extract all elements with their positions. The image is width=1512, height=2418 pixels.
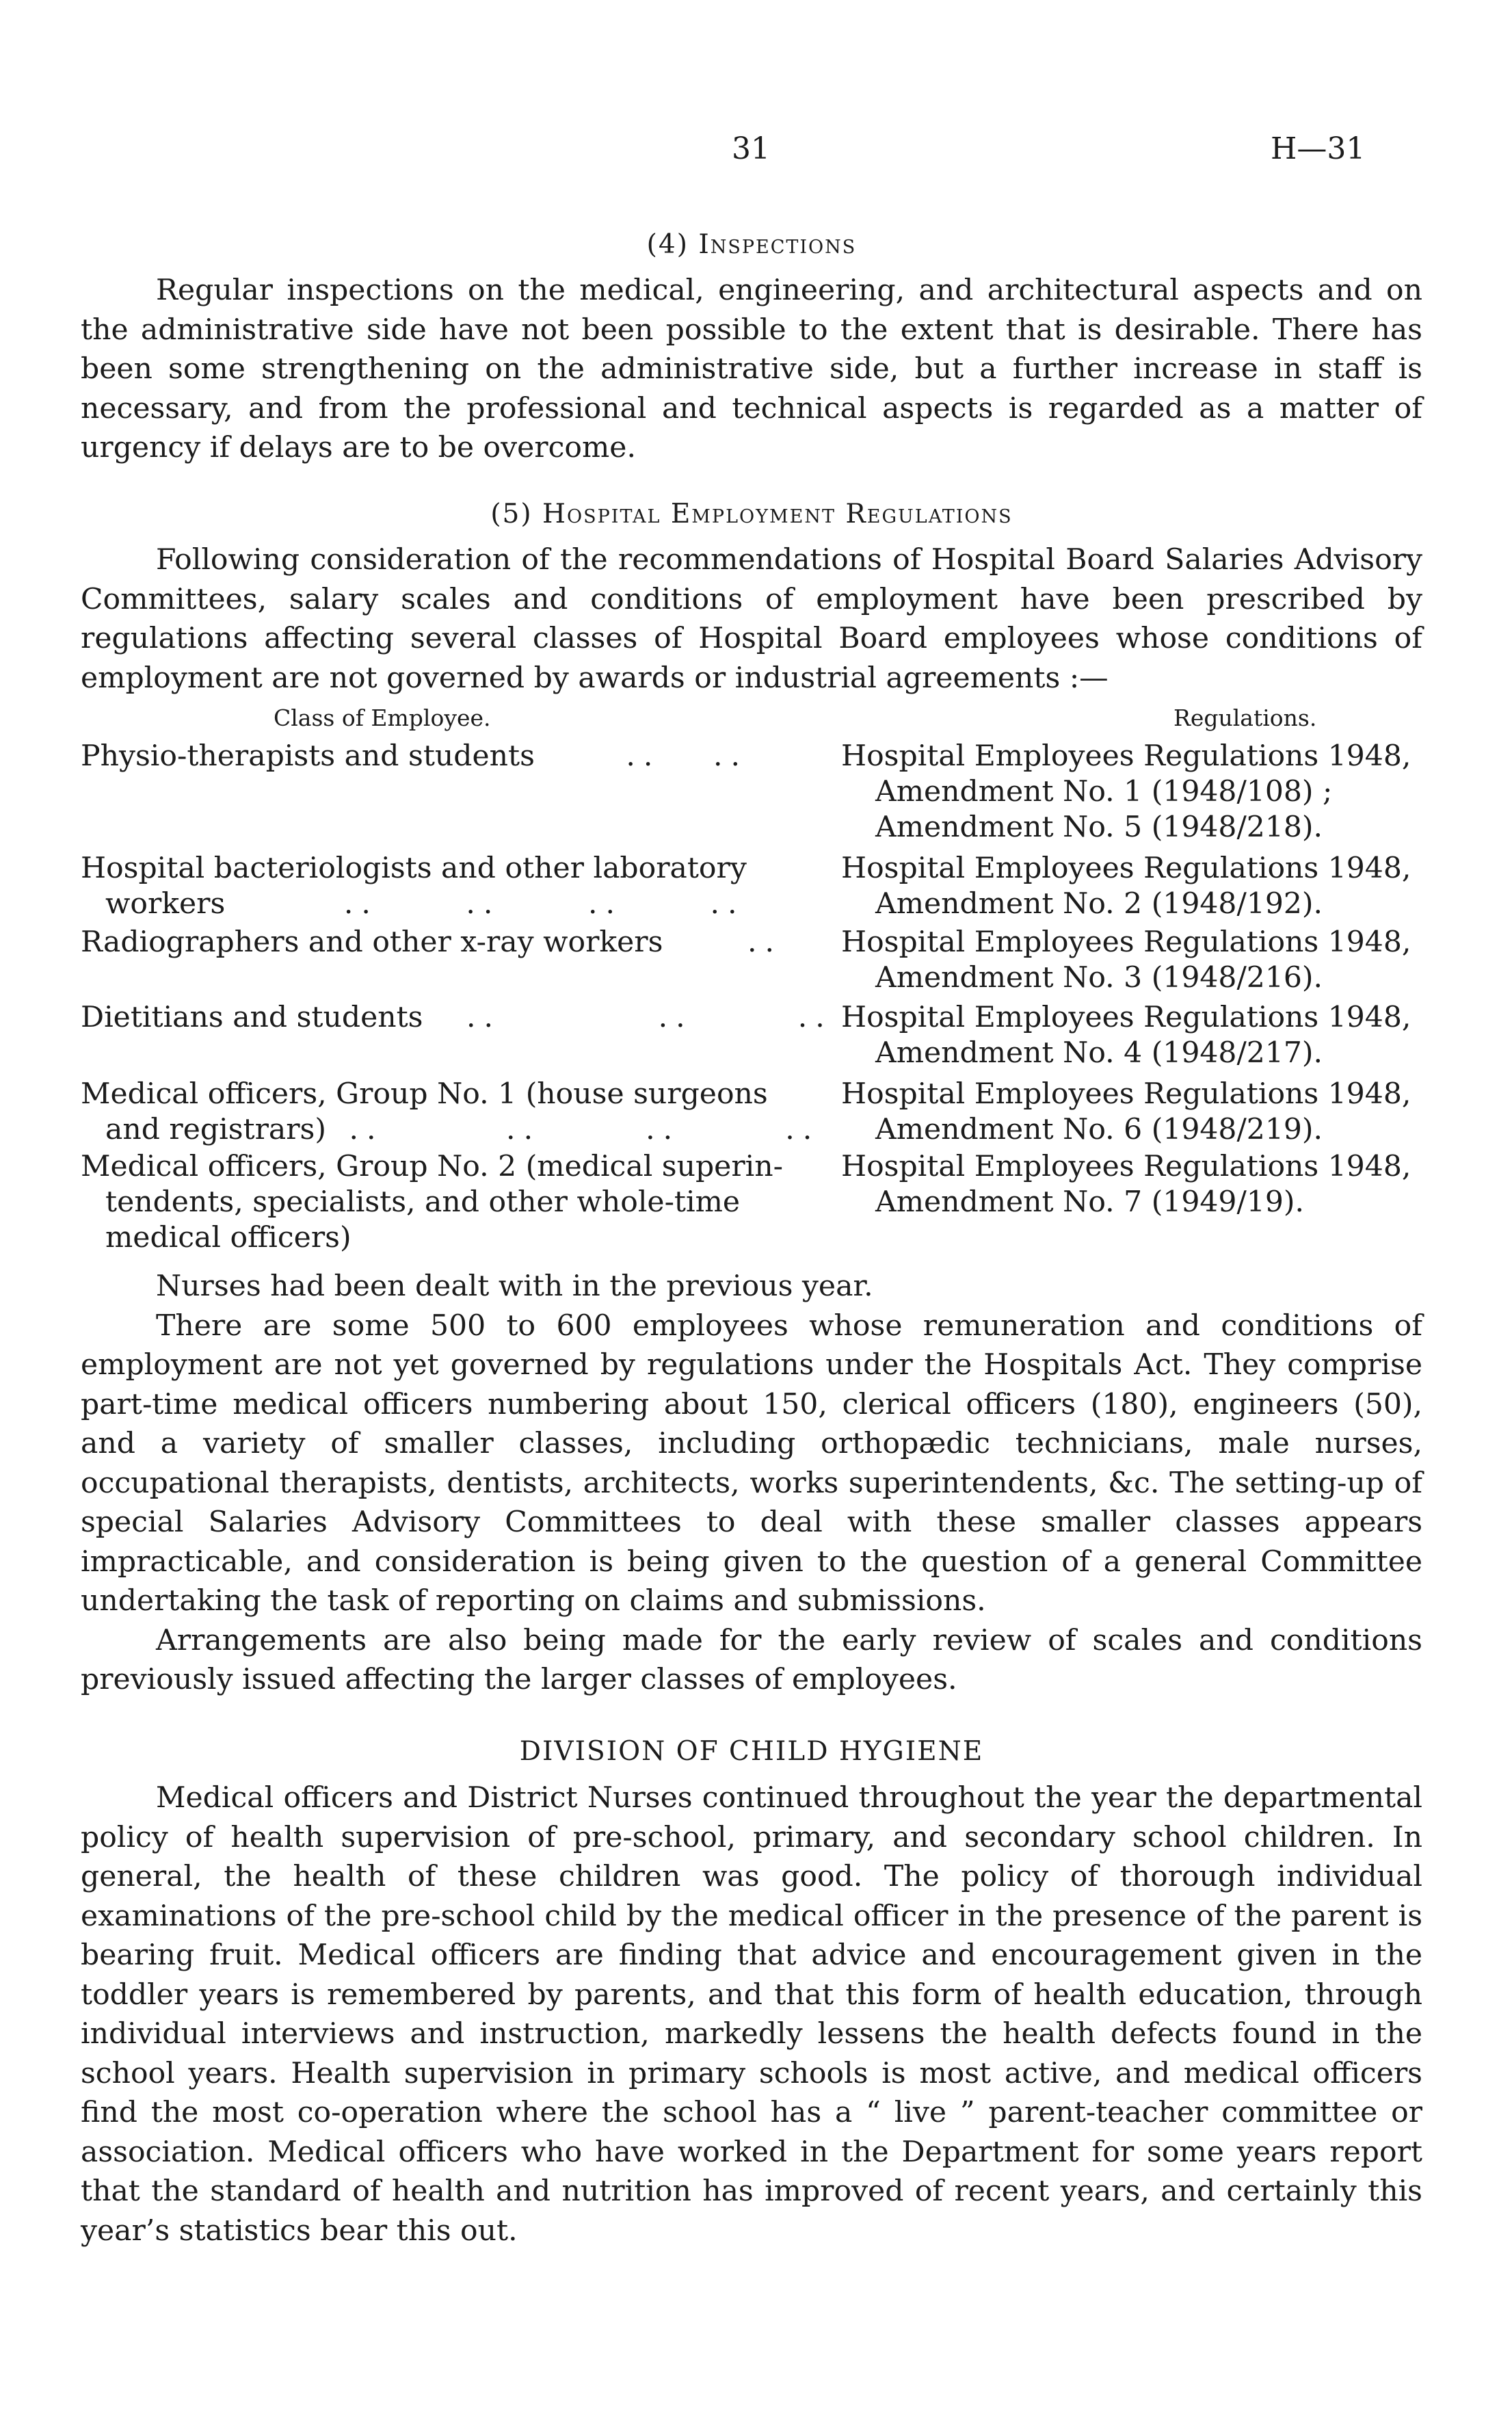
employment-heading-block (81, 498, 1422, 531)
regulation-cell: Hospital Employees Regulations 1948, Amendment No. 4 (1948/217). (841, 1001, 1411, 1070)
regulation-cell: Hospital Employees Regulations 1948, Amendment No. 3 (1948/216). (841, 925, 1411, 995)
page-number: 31 (732, 131, 770, 166)
child-hygiene-heading: DIVISION OF CHILD HYGIENE (519, 1736, 984, 1767)
remuneration-paragraph: There are some 500 to 600 employees whose remuneration and conditions of employment are not yet governed by regulations under the Hospitals Act. They comprise part-time medical officers numbering about 150, clerical officers (180), engineers (50), and a variety of smaller classes, including orthopædic technicians, male nurses, occupational therapists, dentists, architects, works superintendents, &c. The setting-up of special Salaries Advisory Committees to deal with these smaller classes appears impracticable, and consideration is being given to the question of a general Committee undertaking the task of reporting on claims and submissions. (81, 1309, 1422, 1618)
arrangements-paragraph: Arrangements are also being made for the early review of scales and conditions previously issued affecting the larger classes of employees. (81, 1623, 1422, 1696)
class-cell: Physio-therapists and students .. .. (81, 739, 748, 773)
inspections-paragraph-block (81, 271, 1422, 468)
employment-intro-block (81, 540, 1422, 698)
child-hygiene-paragraph: Medical officers and District Nurses continued throughout the year the departmental policy of health supervision of pre-school, primary, and secondary school children. In general, the health of these children was good. The policy of thorough individual examinations of the pre-school child by the medical officer in the presence of the parent is bearing fruit. Medical officers are finding that advice and encouragement given in the toddler years is remembered by parents, and that this form of health education, through individual interviews and instruction, markedly lessens the health defects found in the school years. Health supervision in primary schools is most active, and medical officers find the most co-operation where the school has a “ live ” parent-teacher committee or association. Medical officers who have worked in the Department for some years report that the standard of health and nutrition has improved of recent years, and certainly this year’s statistics bear this out. (81, 1781, 1422, 2248)
employment-heading: (5) Hospital Employment Regulations (490, 499, 1013, 529)
inspections-paragraph: Regular inspections on the medical, engineering, and architectural aspects and on the administrative side have not been possible to the extent that is desirable. There has been some strengthening on the administrative side, but a further increase in staff is necessary, and from the professional and technical aspects is regarded as a matter of urgency if delays are to be overcome. (81, 274, 1422, 464)
class-cell: Radiographers and other x-ray workers .. (81, 925, 782, 959)
child-hygiene-heading-block (81, 1736, 1422, 1767)
class-cell: Medical officers, Group No. 1 (house surgeons and registrars) .. .. .. .. (81, 1077, 821, 1146)
class-cell: Hospital bacteriologists and other laboratory workers .. .. .. .. (81, 852, 747, 921)
regulation-cell: Hospital Employees Regulations 1948, Amendment No. 1 (1948/108) ; Amendment No. 5 (1948/218). (841, 739, 1411, 844)
inspections-heading: (4) Inspections (646, 229, 857, 260)
inspections-section (81, 228, 1422, 261)
employment-intro: Following consideration of the recommendations of Hospital Board Salaries Advisory Committees, salary scales and conditions of employment have been prescribed by regulations affecting several classes of Hospital Board employees whose conditions of employment are not governed by awards or industrial agreements :— (81, 543, 1422, 695)
regulation-cell: Hospital Employees Regulations 1948, Amendment No. 7 (1949/19). (841, 1150, 1411, 1219)
report-code: H—31 (1271, 131, 1366, 166)
child-hygiene-paragraph-block (81, 1778, 1422, 2250)
regulation-cell: Hospital Employees Regulations 1948, Amendment No. 6 (1948/219). (841, 1077, 1411, 1146)
class-cell: Medical officers, Group No. 2 (medical superin- tendents, specialists, and other whole-time medical officers) (81, 1150, 783, 1254)
class-column-header: Class of Employee. (274, 705, 491, 731)
nurses-paragraph: Nurses had been dealt with in the previous year. (156, 1270, 873, 1303)
class-cell: Dietitians and students .. .. .. (81, 1001, 833, 1034)
regulation-cell: Hospital Employees Regulations 1948, Amendment No. 2 (1948/192). (841, 852, 1411, 921)
employment-followup-block (81, 1267, 1422, 1700)
regulations-column-header: Regulations. (1173, 705, 1317, 731)
